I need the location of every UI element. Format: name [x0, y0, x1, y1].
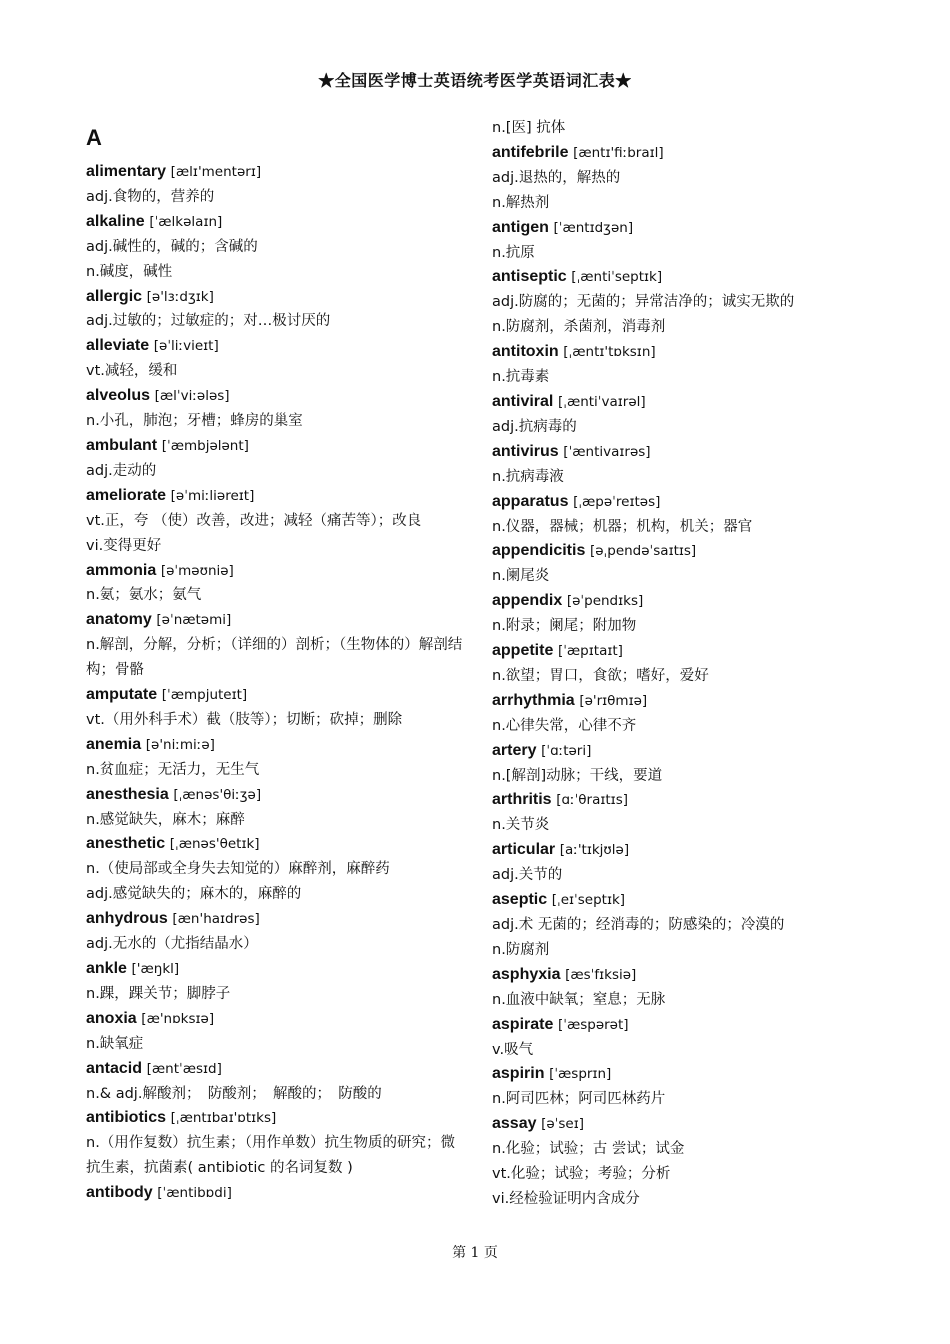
entry-headline: [492, 838, 877, 863]
dictionary-entry: [86, 608, 471, 683]
phonetic: [ˈæspərət]: [557, 1016, 629, 1033]
dictionary-entry: [86, 384, 471, 434]
entry-headline: [86, 1057, 471, 1082]
definition: n.[解剖]动脉；干线，要道: [492, 767, 663, 784]
entry-headline: [492, 589, 877, 614]
entry-headline: [492, 963, 877, 988]
definition: n.欲望；胃口，食欲；嗜好，爱好: [492, 667, 709, 684]
entry-headline: [492, 340, 877, 365]
dictionary-entry: [492, 963, 877, 1013]
dictionary-entry: [86, 683, 471, 733]
entry-headline: [86, 1106, 471, 1131]
phonetic: [əˌpendəˈsaɪtɪs]: [589, 543, 697, 560]
headword: antifebrile: [492, 143, 569, 161]
headword: artery: [492, 741, 537, 759]
phonetic: [ˌænəs'θetɪk]: [169, 836, 260, 853]
phonetic: [əˈnætəmi]: [156, 612, 232, 629]
definition: adj.无水的（尤指结晶水）: [86, 936, 258, 953]
definition: n.小孔，肺泡；牙槽；蜂房的巢室: [86, 413, 303, 430]
dictionary-entry: [492, 340, 877, 390]
dictionary-entry: [492, 390, 877, 440]
entry-headline: [492, 689, 877, 714]
definition: n.踝，踝关节；脚脖子: [86, 985, 231, 1002]
entry-headline: [86, 334, 471, 359]
phonetic: [əˈpendɪks]: [566, 593, 644, 610]
headword: appendicitis: [492, 542, 586, 560]
headword: antitoxin: [492, 343, 559, 361]
phonetic: [ˌænəs'θiːʒə]: [173, 786, 262, 803]
phonetic: [ə'rɪθmɪə]: [579, 692, 648, 709]
definition: n.氨；氨水；氨气: [86, 587, 202, 604]
phonetic: [æntˈæsɪd]: [146, 1060, 222, 1077]
entry-headline: [492, 739, 877, 764]
headword: amputate: [86, 686, 158, 704]
definition: adj.术 无菌的；经消毒的；防感染的；冷漠的: [492, 917, 785, 933]
phonetic: [ˌæpəˈreɪtəs]: [573, 493, 661, 510]
definition: adj.感觉缺失的；麻木的，麻醉的: [86, 886, 302, 903]
phonetic: [əˈliːvieɪt]: [153, 338, 219, 355]
entry-headline: [86, 285, 471, 310]
dictionary-entry: [86, 957, 471, 1007]
definition: v.吸气: [492, 1041, 534, 1058]
page-header-title: ★全国医学博士英语统考医学英语词汇表★: [318, 71, 632, 90]
headword: anatomy: [86, 611, 152, 629]
definition: adj.退热的，解热的: [492, 169, 621, 186]
definition: adj.防腐的；无菌的；异常洁净的；诚实无欺的: [492, 294, 795, 311]
entry-headline: [492, 639, 877, 664]
entry-headline: [86, 484, 471, 509]
definition: adj.抗病毒的: [492, 418, 577, 435]
phonetic: [ˈæmpjuteɪt]: [161, 687, 248, 704]
dictionary-entry: [86, 907, 471, 957]
dictionary-entry: [492, 689, 877, 739]
headword: ankle: [86, 960, 127, 977]
right-entry-list: [492, 141, 877, 1212]
continued-definition: n.[医] 抗体: [492, 120, 566, 136]
definition: vi.经检验证明内含成分: [492, 1190, 640, 1207]
left-column: [86, 116, 471, 1206]
entry-headline: [86, 160, 471, 185]
definition: adj.关节的: [492, 867, 563, 884]
dictionary-entry: [86, 783, 471, 833]
dictionary-entry: [86, 160, 471, 210]
definition: n.解热剂: [492, 194, 550, 211]
phonetic: [ælɪ'mentərɪ]: [170, 164, 262, 180]
entry-headline: [86, 434, 471, 459]
left-entry-list: [86, 160, 471, 1206]
definition: n.防腐剂: [492, 941, 550, 958]
phonetic: [əˈmiːliəreɪt]: [170, 487, 255, 504]
definition: n.感觉缺失，麻木；麻醉: [86, 811, 245, 828]
definition: vt.减轻，缓和: [86, 363, 178, 380]
dictionary-entry: [86, 484, 471, 559]
dictionary-entry: [492, 788, 877, 838]
dictionary-entry: [492, 1062, 877, 1112]
headword: aspirin: [492, 1065, 545, 1083]
entry-headline: [86, 210, 471, 235]
definition: n.（用作复数）抗生素；（用作单数）抗生物质的研究；微 抗生素，抗菌素( antibiotic 的名词复数 ): [86, 1135, 456, 1177]
entry-headline: [86, 733, 471, 758]
entry-headline: [492, 490, 877, 515]
entry-headline: [492, 539, 877, 564]
definition: n.防腐剂，杀菌剂，消毒剂: [492, 319, 666, 336]
headword: allergic: [86, 287, 143, 305]
headword: antacid: [86, 1059, 143, 1077]
definition: adj.走动的: [86, 462, 157, 479]
definition: n.附录；阑尾；附加物: [492, 618, 637, 635]
entry-headline: [86, 559, 471, 584]
headword: assay: [492, 1115, 537, 1133]
phonetic: [ˈæmbjələnt]: [161, 437, 249, 454]
dictionary-entry: [86, 832, 471, 907]
entry-headline: [86, 384, 471, 409]
phonetic: [əˈseɪ]: [541, 1116, 585, 1133]
headword: antivirus: [492, 442, 559, 460]
definition: n.阿司匹林；阿司匹林药片: [492, 1091, 666, 1108]
definition: n.抗病毒液: [492, 468, 564, 485]
headword: antibody: [86, 1184, 153, 1202]
dictionary-entry: [86, 1007, 471, 1057]
entry-headline: [86, 1007, 471, 1032]
dictionary-entry: [492, 440, 877, 490]
headword: asphyxia: [492, 965, 561, 983]
dictionary-entry: [492, 490, 877, 540]
headword: alveolus: [86, 387, 151, 405]
headword: aspirate: [492, 1015, 554, 1033]
headword: ambulant: [86, 436, 158, 454]
phonetic: [ˈæntɪdʒən]: [553, 219, 634, 236]
headword: appetite: [492, 642, 554, 660]
entry-headline: [86, 832, 471, 857]
headword: anoxia: [86, 1009, 137, 1027]
phonetic: [ˈæsprɪn]: [549, 1066, 612, 1083]
entry-headline: [86, 783, 471, 808]
phonetic: [ˈɑːtəri]: [541, 742, 592, 759]
dictionary-entry: [492, 539, 877, 589]
definition: adj.过敏的；过敏症的；对…极讨厌的: [86, 313, 331, 330]
phonetic: [ˈæpɪtaɪt]: [557, 643, 623, 660]
dictionary-entry: [492, 888, 877, 963]
phonetic: [ɑːˈθraɪtɪs]: [556, 792, 628, 809]
phonetic: [ə'niːmiːə]: [145, 736, 215, 753]
right-column: [492, 116, 877, 1212]
headword: alkaline: [86, 212, 145, 230]
entry-headline: [492, 390, 877, 415]
phonetic: [ˈæntivaɪrəs]: [563, 443, 651, 460]
phonetic: [æntɪ'fiːbraɪl]: [573, 144, 664, 161]
headword: apparatus: [492, 492, 569, 510]
entry-headline: [492, 216, 877, 241]
entry-headline: [492, 440, 877, 465]
definition: adj.食物的，营养的: [86, 188, 215, 205]
phonetic: ['æŋkl]: [131, 961, 180, 977]
dictionary-entry: [492, 838, 877, 888]
headword: antibiotics: [86, 1109, 167, 1127]
dictionary-entry: [492, 265, 877, 340]
phonetic: [ˌæntiˈseptɪk]: [571, 269, 663, 286]
entry-headline: [86, 608, 471, 633]
definition: n.血液中缺氧；窒息；无脉: [492, 991, 666, 1008]
entry-headline: [86, 1181, 471, 1206]
headword: alimentary: [86, 163, 167, 180]
dictionary-entry: [492, 216, 877, 266]
definition: n.& adj.解酸剂； 防酸剂； 解酸的； 防酸的: [86, 1085, 382, 1102]
entry-headline: [86, 957, 471, 982]
entry-headline: [492, 1112, 877, 1137]
definition: n.解剖，分解，分析；（详细的）剖析；（生物体的）解剖结构；骨骼: [86, 637, 463, 679]
definition: n.抗毒素: [492, 369, 550, 386]
phonetic: [ˌæntiˈvaɪrəl]: [557, 393, 646, 410]
dictionary-entry: [86, 434, 471, 484]
phonetic: [əˈməʊniə]: [160, 562, 234, 579]
phonetic: [ə'lɜːdʒɪk]: [146, 288, 214, 305]
entry-headline: [492, 1013, 877, 1038]
headword: anesthesia: [86, 785, 169, 803]
dictionary-entry: [86, 733, 471, 783]
phonetic: [aː'tɪkjʊlə]: [559, 842, 630, 859]
entry-headline: [492, 141, 877, 166]
phonetic: [æ'nɒksɪə]: [141, 1010, 215, 1027]
dictionary-entry: [86, 334, 471, 384]
headword: aseptic: [492, 891, 548, 909]
phonetic: [ælˈviːələs]: [154, 388, 230, 405]
definition: adj.碱性的，碱的；含碱的: [86, 238, 258, 255]
definition: n.仪器，器械；机器；机构，机关；器官: [492, 518, 753, 535]
dictionary-entry: [492, 1112, 877, 1212]
entry-headline: [492, 788, 877, 813]
headword: appendix: [492, 592, 563, 610]
entry-headline: [492, 265, 877, 290]
dictionary-entry: [86, 1106, 471, 1181]
headword: antiseptic: [492, 268, 567, 286]
headword: ammonia: [86, 561, 157, 579]
definition: n.缺氧症: [86, 1035, 144, 1052]
dictionary-entry: [86, 1181, 471, 1206]
dictionary-entry: [492, 639, 877, 689]
phonetic: [æsˈfɪksiə]: [565, 966, 637, 983]
dictionary-entry: [492, 141, 877, 216]
dictionary-entry: [86, 1057, 471, 1107]
definition: vi.变得更好: [86, 537, 162, 554]
dictionary-entry: [492, 589, 877, 639]
headword: antiviral: [492, 392, 554, 410]
definition: n.（使局部或全身失去知觉的）麻醉剂，麻醉药: [86, 861, 390, 878]
definition: n.化验；试验；古 尝试；试金: [492, 1141, 685, 1158]
dictionary-entry: [86, 559, 471, 609]
entry-headline: [492, 888, 877, 913]
dictionary-entry: [86, 285, 471, 335]
phonetic: [ˈæntibɒdi]: [157, 1185, 232, 1202]
headword: antigen: [492, 218, 549, 236]
dictionary-entry: [492, 739, 877, 789]
headword: alleviate: [86, 337, 150, 355]
phonetic: [ˈælkəlaɪn]: [149, 213, 223, 230]
headword: anhydrous: [86, 910, 168, 928]
definition: n.阑尾炎: [492, 568, 550, 585]
headword: articular: [492, 841, 556, 859]
entry-headline: [86, 907, 471, 932]
headword: arthritis: [492, 791, 552, 809]
dictionary-entry: [492, 1013, 877, 1063]
headword: anesthetic: [86, 835, 166, 853]
definition: vt.化验；试验；考验；分析: [492, 1166, 671, 1183]
headword: anemia: [86, 735, 142, 753]
phonetic: [ˌæntɪ'tɒksɪn]: [563, 344, 656, 361]
definition: n.心律失常，心律不齐: [492, 717, 637, 734]
definition: n.抗原: [492, 244, 535, 261]
dictionary-entry: [86, 210, 471, 285]
phonetic: [ˌæntɪbaɪ'ɒtɪks]: [170, 1110, 277, 1127]
definition: n.关节炎: [492, 817, 550, 834]
headword: ameliorate: [86, 486, 167, 504]
definition: vt.正，夸 （使）改善，改进；减轻（痛苦等）；改良: [86, 512, 422, 529]
page-number: 第 1 页: [452, 1245, 498, 1261]
entry-headline: [492, 1062, 877, 1087]
entry-headline: [86, 683, 471, 708]
definition: n.贫血症；无活力，无生气: [86, 761, 260, 778]
headword: arrhythmia: [492, 691, 575, 709]
section-letter: A: [86, 125, 102, 150]
phonetic: [ˌeɪˈseptɪk]: [551, 892, 626, 909]
phonetic: [æn'haɪdrəs]: [172, 911, 260, 928]
definition: n.碱度，碱性: [86, 263, 173, 280]
definition: vt.（用外科手术）截（肢等）；切断；砍掉；删除: [86, 711, 403, 728]
